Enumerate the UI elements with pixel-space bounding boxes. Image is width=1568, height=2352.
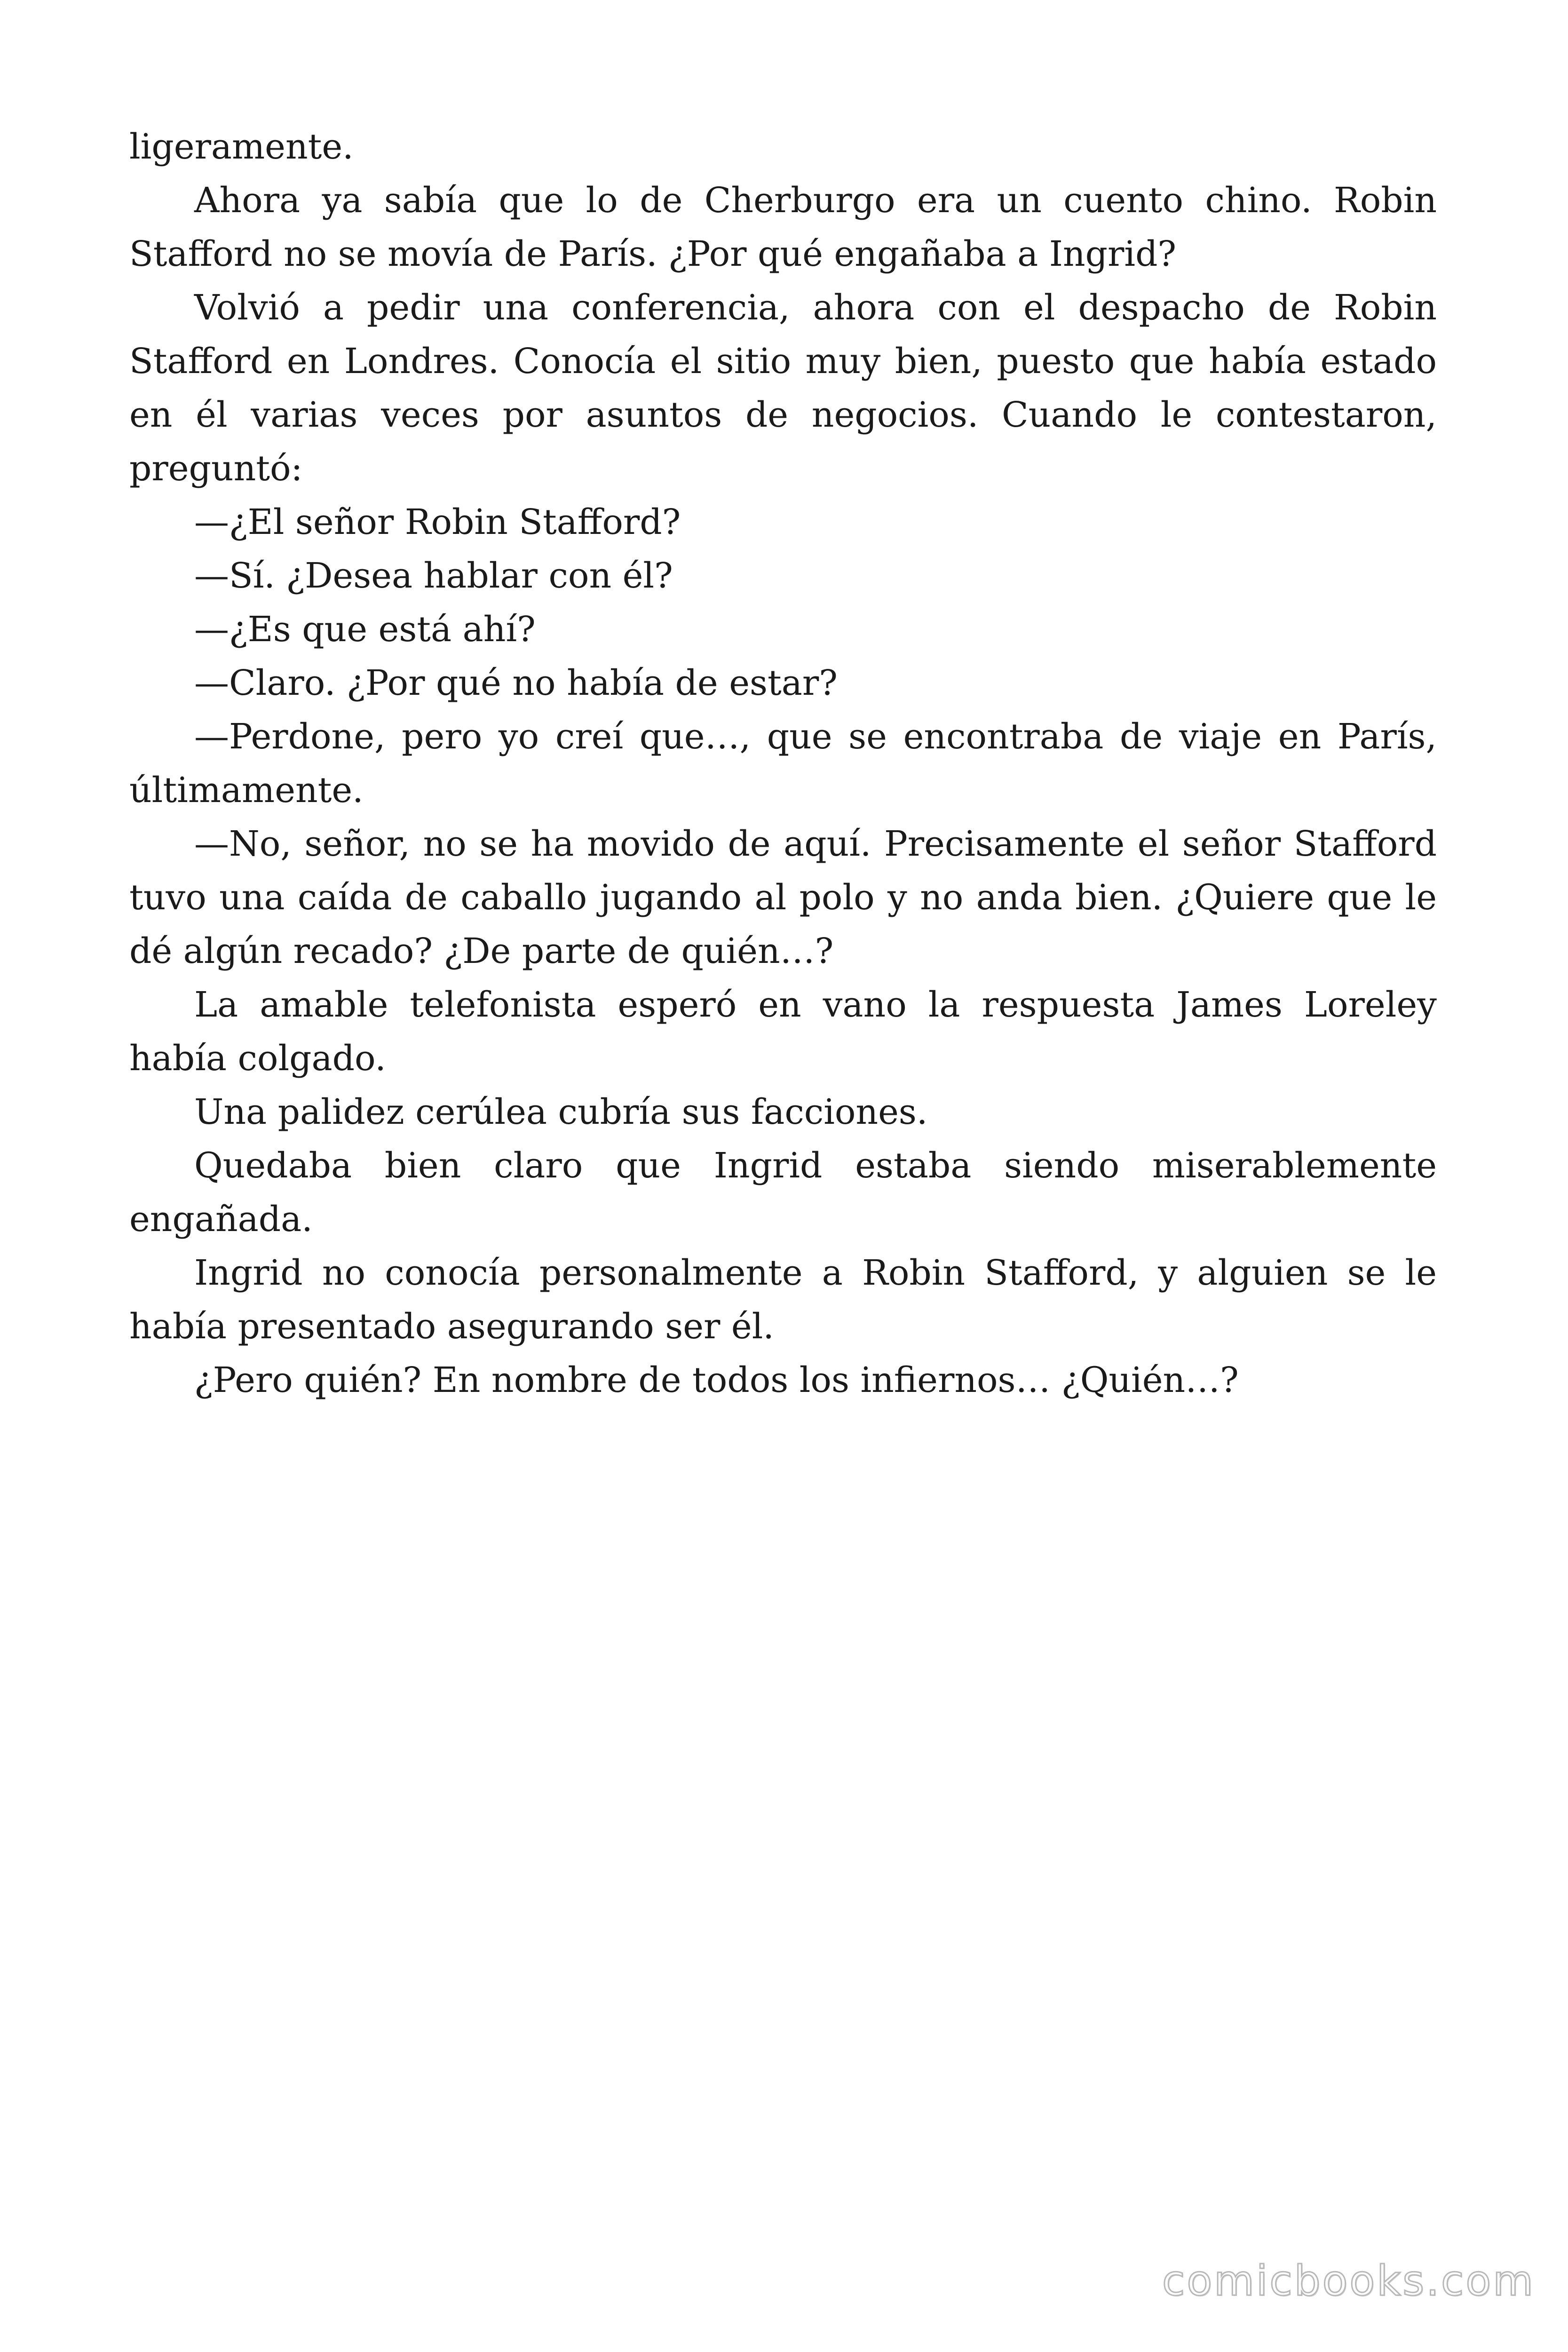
paragraph: ligeramente. [129, 127, 354, 167]
dialogue-line: —¿El señor Robin Stafford? [194, 502, 681, 542]
dialogue-line: —¿Es que está ahí? [194, 609, 536, 650]
dialogue-line: —No, señor, no se ha movido de aquí. Precisamente el señor Stafford tuvo una caída de caballo jugando al polo y no anda bien. ¿Quiere que le dé algún recado? ¿De parte de quién…? [129, 824, 1437, 971]
dialogue-line: —Claro. ¿Por qué no había de estar? [194, 663, 838, 703]
paragraph: Quedaba bien claro que Ingrid estaba siendo miserablemente engañada. [129, 1145, 1437, 1240]
body-text [129, 120, 1437, 1407]
dialogue-line: —Sí. ¿Desea hablar con él? [194, 556, 673, 596]
paragraph: La amable telefonista esperó en vano la respuesta James Loreley había colgado. [129, 985, 1437, 1079]
paragraph: Ahora ya sabía que lo de Cherburgo era un cuento chino. Robin Stafford no se movía de París. ¿Por qué engañaba a Ingrid? [129, 180, 1437, 274]
dialogue-line: —Perdone, pero yo creí que…, que se encontraba de viaje en París, últimamente. [129, 716, 1437, 810]
paragraph: Ingrid no conocía personalmente a Robin Stafford, y alguien se le había presentado asegurando ser él. [129, 1253, 1437, 1347]
paragraph: Volvió a pedir una conferencia, ahora con el despacho de Robin Stafford en Londres. Conocía el sitio muy bien, puesto que había estado en él varias veces por asuntos de negocios. Cuando le contestaron, preguntó: [129, 287, 1437, 489]
watermark: comicbooks.com [1162, 2257, 1535, 2305]
paragraph: ¿Pero quién? En nombre de todos los infiernos… ¿Quién…? [194, 1360, 1239, 1400]
paragraph: Una palidez cerúlea cubría sus facciones. [194, 1092, 928, 1132]
